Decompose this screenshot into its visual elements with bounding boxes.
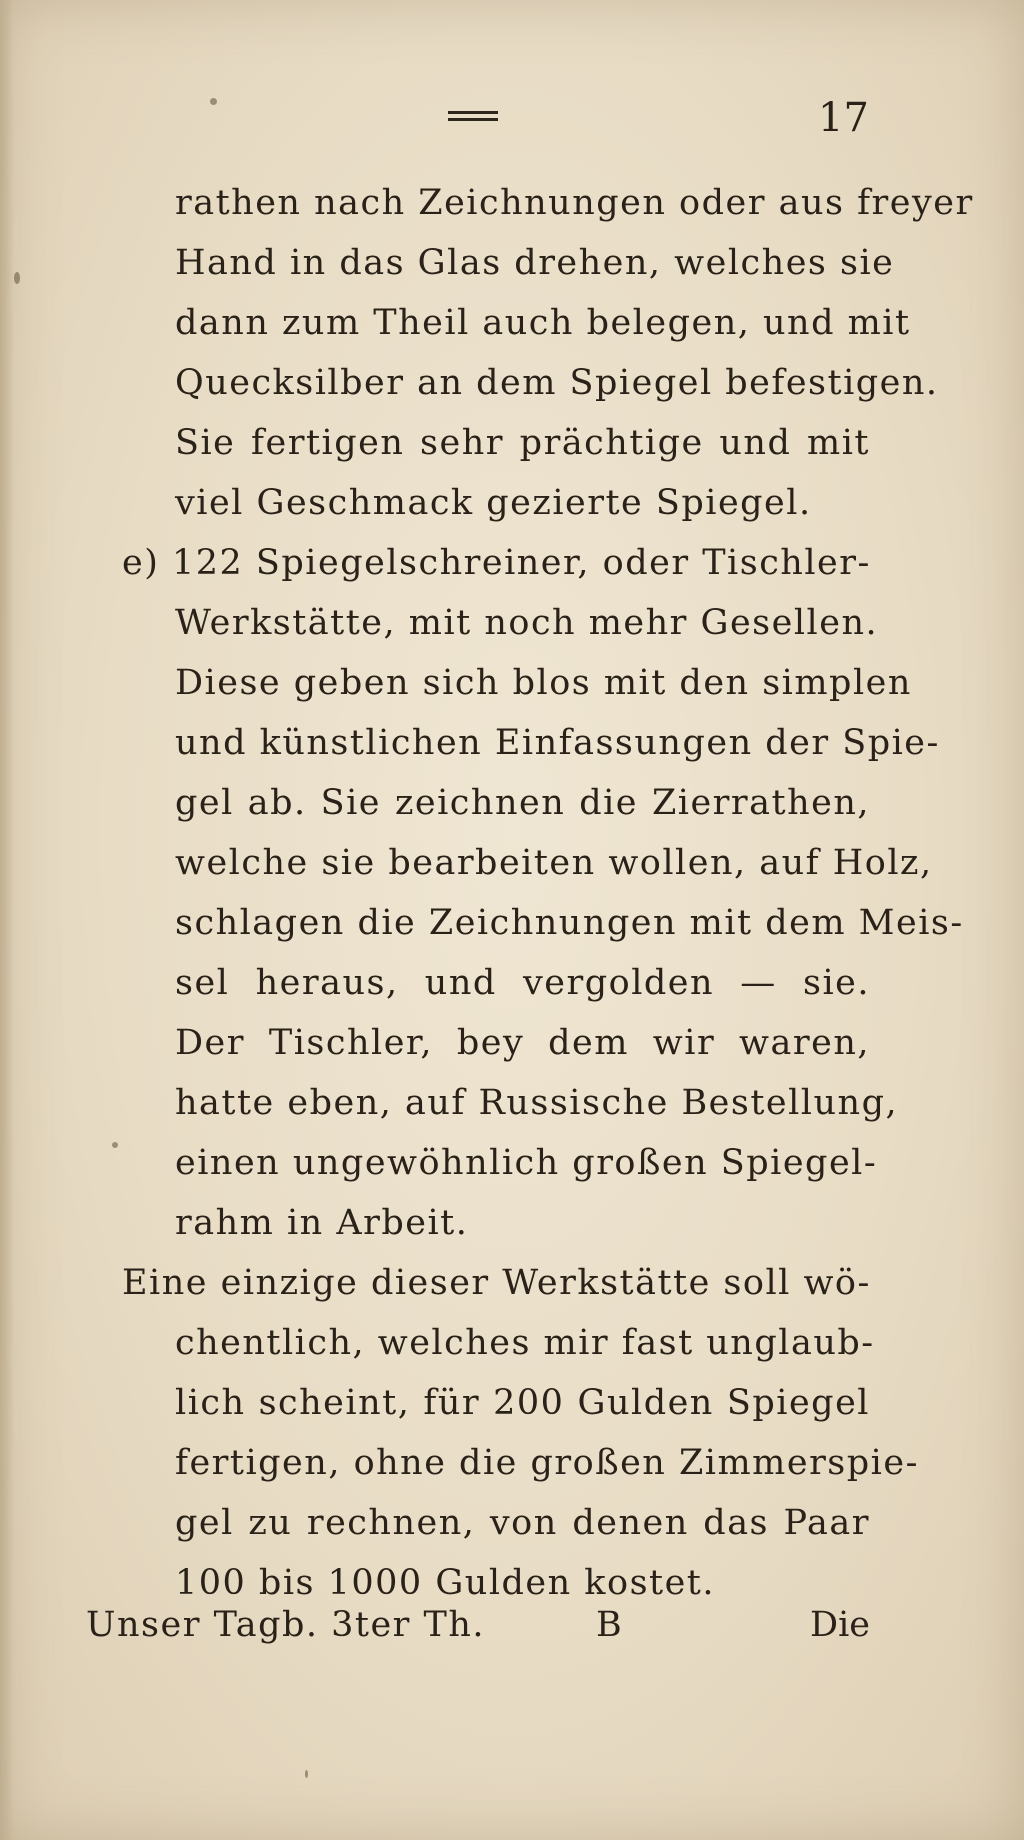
text-line: e) 122 Spiegelschreiner, oder Tischler- (122, 543, 871, 583)
text-line: lich scheint, für 200 Gulden Spiegel (175, 1383, 870, 1423)
text-line: Der Tischler, bey dem wir waren, (175, 1023, 870, 1063)
text-line: rathen nach Zeichnungen oder aus freyer (175, 183, 974, 223)
footer-signature-mark: B (596, 1605, 622, 1645)
body-text (122, 173, 974, 1613)
page-header (0, 95, 1024, 145)
text-line: sel heraus, und vergolden — sie. (175, 963, 870, 1003)
header-ornament-rule (448, 111, 498, 125)
text-line: viel Geschmack gezierte Spiegel. (175, 483, 812, 523)
paper-speck (112, 1142, 118, 1148)
text-line: rahm in Arbeit. (175, 1203, 469, 1243)
page-number: 17 (818, 95, 869, 141)
text-line: welche sie bearbeiten wollen, auf Holz, (175, 843, 933, 883)
text-line: einen ungewöhnlich großen Spiegel- (175, 1143, 878, 1183)
text-line: Werkstätte, mit noch mehr Gesellen. (175, 603, 879, 643)
text-line: 100 bis 1000 Gulden kostet. (175, 1563, 716, 1603)
text-line: Eine einzige dieser Werkstätte soll wö- (122, 1263, 871, 1303)
paper-speck (14, 272, 20, 284)
text-line: Hand in das Glas drehen, welches sie (175, 243, 895, 283)
paper-speck (210, 98, 217, 105)
footer-signature-title: Unser Tagb. 3ter Th. (86, 1605, 486, 1645)
text-line: dann zum Theil auch belegen, und mit (175, 303, 911, 343)
text-line: fertigen, ohne die großen Zimmerspie- (175, 1443, 919, 1483)
text-line: Quecksilber an dem Spiegel befestigen. (175, 363, 939, 403)
footer-catchword: Die (810, 1605, 870, 1645)
text-line: Diese geben sich blos mit den simplen (175, 663, 912, 703)
text-line: und künstlichen Einfassungen der Spie- (175, 723, 940, 763)
paper-speck (305, 1770, 308, 1778)
page-gutter-shadow (0, 0, 14, 1840)
text-line: schlagen die Zeichnungen mit dem Meis- (175, 903, 964, 943)
text-line: gel ab. Sie zeichnen die Zierrathen, (175, 783, 870, 823)
text-line: hatte eben, auf Russische Bestellung, (175, 1083, 899, 1123)
text-line: gel zu rechnen, von denen das Paar (175, 1503, 870, 1543)
page-footer (86, 1595, 870, 1655)
text-line: Sie fertigen sehr prächtige und mit (175, 423, 870, 463)
text-line: chentlich, welches mir fast unglaub- (175, 1323, 875, 1363)
